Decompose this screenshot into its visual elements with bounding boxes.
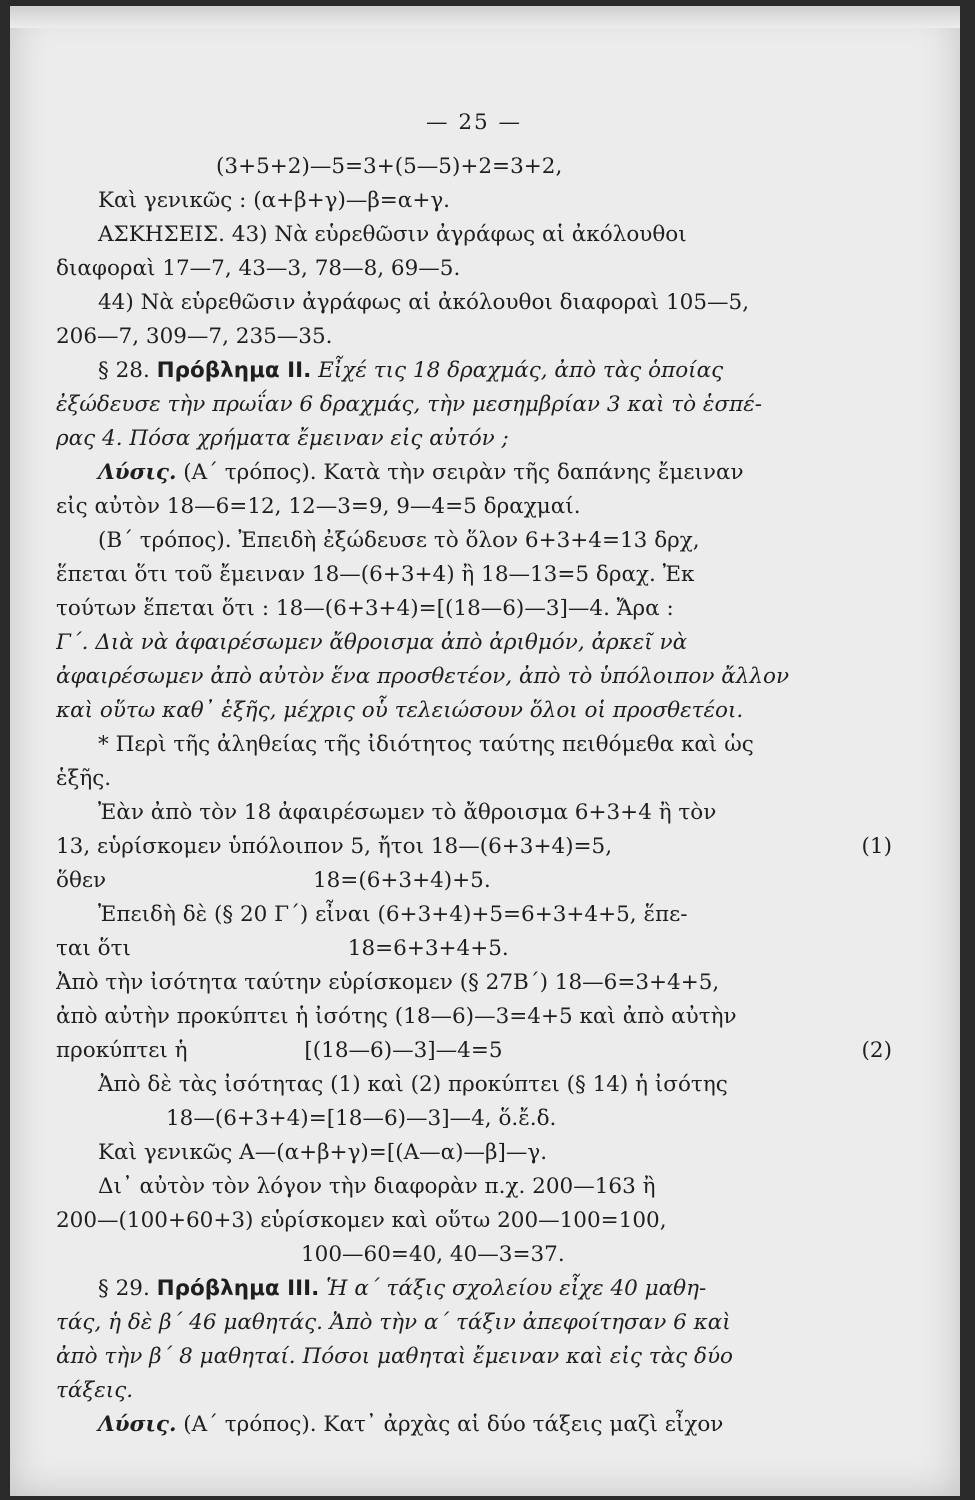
text-line: 206—7, 309—7, 235—35.: [56, 324, 333, 349]
equation-line: ται ὅτι 18=6+3+4+5.: [56, 936, 509, 961]
problem-title: Πρόβλημα II.: [156, 358, 312, 383]
text-line: 44) Νὰ εὑρεθῶσιν ἀγράφως αἱ ἀκόλουθοι διαφοραὶ 105—5,: [98, 290, 750, 315]
problem-title: Πρόβλημα III.: [156, 1276, 320, 1301]
exercises-heading: ΑΣΚΗΣΕΙΣ. 43) Νὰ εὑρεθῶσιν ἀγράφως αἱ ἀκόλουθοι: [98, 222, 687, 247]
text-line: Ἀπὸ δὲ τὰς ἰσότητας (1) καὶ (2) προκύπτει (§ 14) ἡ ἰσότης: [98, 1072, 728, 1097]
text-line: Δι᾿ αὐτὸν τὸν λόγον τὴν διαφορὰν π.χ. 200—163 ἢ: [98, 1174, 656, 1199]
text-line: ἐξώδευσε τὴν πρωΐαν 6 δραχμάς, τὴν μεσημβρίαν 3 καὶ τὸ ἑσπέ-: [56, 392, 763, 417]
rule-line: καὶ οὕτω καθ᾿ ἑξῆς, μέχρις οὗ τελειώσουν ὅλοι οἱ προσθετέοι.: [56, 698, 744, 723]
text-line: Καὶ γενικῶς : (α+β+γ)—β=α+γ.: [98, 188, 451, 213]
text-line: εἰς αὐτὸν 18—6=12, 12—3=9, 9—4=5 δραχμαί.: [56, 494, 581, 519]
text-line: ἕπεται ὅτι τοῦ ἔμειναν 18—(6+3+4) ἢ 18—13=5 δραχ. Ἐκ: [56, 562, 695, 587]
solution-line: Λύσις. (Α΄ τρόπος). Κατὰ τὴν σειρὰν τῆς δαπάνης ἔμειναν: [98, 460, 744, 485]
text-line: Ἐὰν ἀπὸ τὸν 18 ἀφαιρέσωμεν τὸ ἄθροισμα 6+3+4 ἢ τὸν: [98, 800, 717, 825]
text-line: τάς, ἡ δὲ β΄ 46 μαθητάς. Ἀπὸ τὴν α΄ τάξιν ἀπεφοίτησαν 6 καὶ: [56, 1310, 731, 1335]
text-line: 200—(100+60+3) εὑρίσκομεν καὶ οὕτω 200—100=100,: [56, 1208, 667, 1233]
equation-number: (1): [861, 834, 892, 859]
rule-line: ἀφαιρέσωμεν ἀπὸ αὐτὸν ἕνα προσθετέον, ἀπὸ τὸ ὑπόλοιπον ἄλλον: [56, 664, 790, 689]
problem-2-heading: § 28. Πρόβλημα II. Εἶχέ τις 18 δραχμάς, ἀπὸ τὰς ὁποίας: [98, 358, 724, 383]
solution-line: Λύσις. (Α΄ τρόπος). Κατ᾿ ἀρχὰς αἱ δύο τάξεις μαζὶ εἶχον: [98, 1412, 724, 1437]
text-line: τάξεις.: [56, 1378, 134, 1403]
text-line: ἀπὸ τὴν β΄ 8 μαθηταί. Πόσοι μαθηταὶ ἔμειναν καὶ εἰς τὰς δύο: [56, 1344, 733, 1369]
general-formula: Καὶ γενικῶς Α—(α+β+γ)=[(Α—α)—β]—γ.: [98, 1140, 548, 1165]
text-line: * Περὶ τῆς ἀληθείας τῆς ἰδιότητος ταύτης πειθόμεθα καὶ ὡς: [98, 732, 754, 757]
text-line: ἑξῆς.: [56, 766, 112, 791]
equation-line: ὅθεν 18=(6+3+4)+5.: [56, 868, 491, 893]
text-line: (Β΄ τρόπος). Ἐπειδὴ ἐξώδευσε τὸ ὅλον 6+3+4=13 δρχ,: [98, 528, 700, 553]
problem-3-heading: § 29. Πρόβλημα III. Ἡ α΄ τάξις σχολείου εἶχε 40 μαθη-: [98, 1276, 707, 1301]
solution-label: Λύσις.: [98, 1412, 177, 1437]
equation-line-2: προκύπτει ἡ [(18—6)—3]—4=5 (2): [56, 1034, 892, 1068]
page-number: — 25 —: [425, 110, 523, 135]
equation-number: (2): [861, 1038, 892, 1063]
text-line: Ἐπειδὴ δὲ (§ 20 Γ΄) εἶναι (6+3+4)+5=6+3+4+5, ἕπε-: [98, 902, 688, 927]
equation-line: 100—60=40, 40—3=37.: [301, 1242, 565, 1267]
text-line: ἀπὸ αὐτὴν προκύπτει ἡ ἰσότης (18—6)—3=4+5 καὶ ἀπὸ αὐτὴν: [56, 1004, 737, 1029]
equation-line-1: 13, εὑρίσκομεν ὑπόλοιπον 5, ἤτοι 18—(6+3+4)=5, (1): [56, 830, 892, 864]
text-line: Ἀπὸ τὴν ἰσότητα ταύτην εὑρίσκομεν (§ 27Β΄) 18—6=3+4+5,: [56, 970, 720, 995]
page-text: [56, 106, 892, 1442]
equation-line: (3+5+2)—5=3+(5—5)+2=3+2,: [216, 154, 563, 179]
rule-line: Γ΄. Διὰ νὰ ἀφαιρέσωμεν ἄθροισμα ἀπὸ ἀριθμόν, ἀρκεῖ νὰ: [56, 630, 688, 655]
page-top-edge: [10, 6, 960, 28]
equation-line: 18—(6+3+4)=[18—6)—3]—4, ὅ.ἔ.δ.: [166, 1106, 557, 1131]
text-line: τούτων ἕπεται ὅτι : 18—(6+3+4)=[(18—6)—3]—4. Ἄρα :: [56, 596, 674, 621]
solution-label: Λύσις.: [98, 460, 177, 485]
text-line: διαφοραὶ 17—7, 43—3, 78—8, 69—5.: [56, 256, 461, 281]
book-page: [10, 6, 960, 1496]
text-line: ρας 4. Πόσα χρήματα ἔμειναν εἰς αὐτόν ;: [56, 426, 509, 451]
